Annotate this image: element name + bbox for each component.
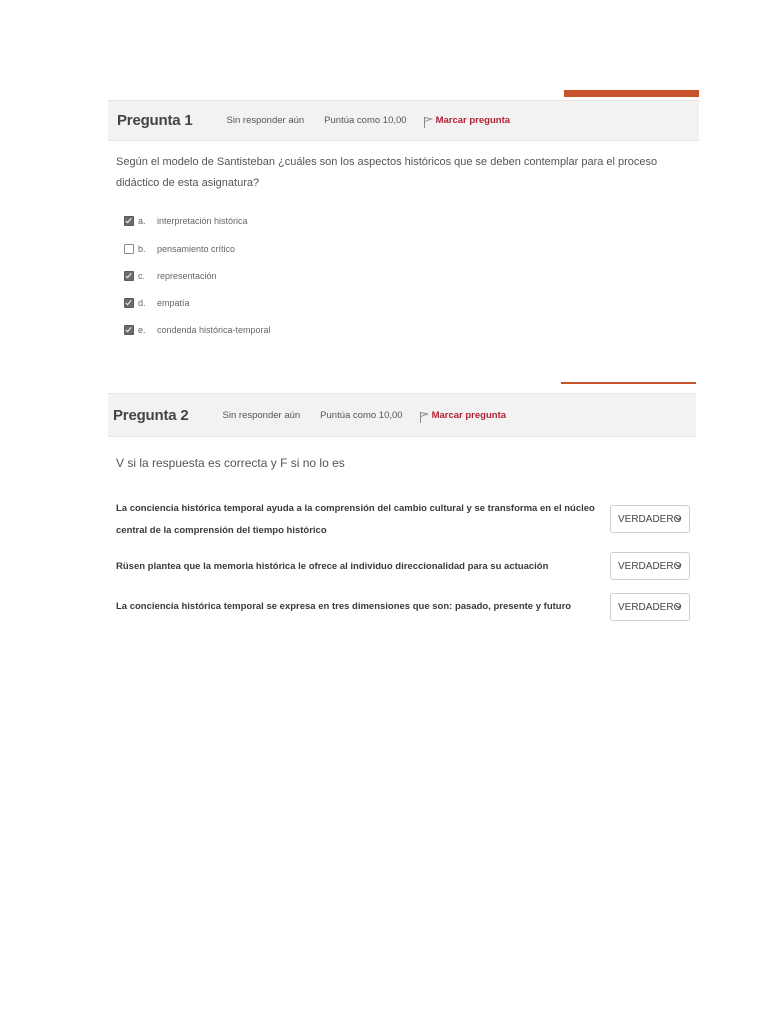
chevron-down-icon: [674, 561, 683, 570]
option-label: pensamiento crítico: [157, 244, 236, 254]
statement-2: Rüsen plantea que la memoria histórica le ofrece al individuo direccionalidad para su actuación: [116, 561, 549, 572]
flag-icon: [419, 411, 429, 423]
checkbox-checked-icon[interactable]: [124, 298, 134, 308]
checkbox-checked-icon[interactable]: [124, 216, 134, 226]
question-1-text: Según el modelo de Santisteban ¿cuáles son los aspectos históricos que se deben contemplar para el proceso didáctico de esta asignatura?: [116, 156, 658, 189]
select-value: VERDADERO: [618, 601, 682, 613]
checkbox-unchecked-icon[interactable]: [124, 244, 134, 254]
question-1-score: Puntúa como 10,00: [324, 115, 407, 126]
question-2-score: Puntúa como 10,00: [320, 409, 403, 421]
option-letter: d.: [138, 298, 146, 308]
question-2-accent-bar: [561, 382, 696, 384]
checkbox-checked-icon[interactable]: [124, 271, 134, 281]
select-value: VERDADERO: [618, 513, 682, 525]
question-1-option-a[interactable]: [124, 216, 248, 226]
statement-1-select[interactable]: [610, 505, 690, 533]
question-2-flag-label: Marcar pregunta: [431, 409, 507, 421]
checkbox-checked-icon[interactable]: [124, 325, 134, 335]
statement-3-select[interactable]: [610, 593, 690, 621]
option-label: condenda histórica-temporal: [157, 325, 271, 335]
question-1-option-c[interactable]: [124, 271, 217, 281]
statement-2-select[interactable]: [610, 552, 690, 580]
question-1-status: Sin responder aún: [226, 115, 305, 126]
flag-icon: [423, 116, 433, 128]
option-letter: b.: [138, 244, 146, 254]
question-2-title: Pregunta 2: [113, 406, 189, 424]
option-label: empatía: [157, 298, 190, 308]
select-value: VERDADERO: [618, 560, 682, 572]
option-letter: c.: [138, 271, 146, 281]
question-2-status: Sin responder aún: [222, 409, 301, 421]
option-label: interpretación histórica: [157, 216, 248, 226]
chevron-down-icon: [674, 602, 683, 611]
option-letter: e.: [138, 325, 146, 335]
question-1-option-d[interactable]: [124, 298, 190, 308]
question-1-header: [108, 100, 699, 141]
question-1-flag-label: Marcar pregunta: [435, 115, 511, 126]
question-2-flag-button[interactable]: [419, 408, 506, 423]
question-1-option-e[interactable]: [124, 325, 271, 335]
chevron-down-icon: [674, 514, 683, 523]
question-2-instruction: V si la respuesta es correcta y F si no lo es: [116, 456, 345, 470]
option-label: representación: [157, 271, 217, 281]
statement-3: La conciencia histórica temporal se expresa en tres dimensiones que son: pasado, presente y futuro: [116, 601, 572, 612]
question-1-accent-bar: [564, 90, 699, 97]
question-1-option-b[interactable]: [124, 244, 235, 254]
statement-1: La conciencia histórica temporal ayuda a la comprensión del cambio cultural y se transforma en el núcleo central de la comprensión del tiempo histórico: [116, 503, 595, 536]
question-2-header: [108, 393, 696, 437]
option-letter: a.: [138, 216, 146, 226]
question-1-title: Pregunta 1: [117, 112, 193, 129]
question-1-flag-button[interactable]: [423, 113, 510, 128]
